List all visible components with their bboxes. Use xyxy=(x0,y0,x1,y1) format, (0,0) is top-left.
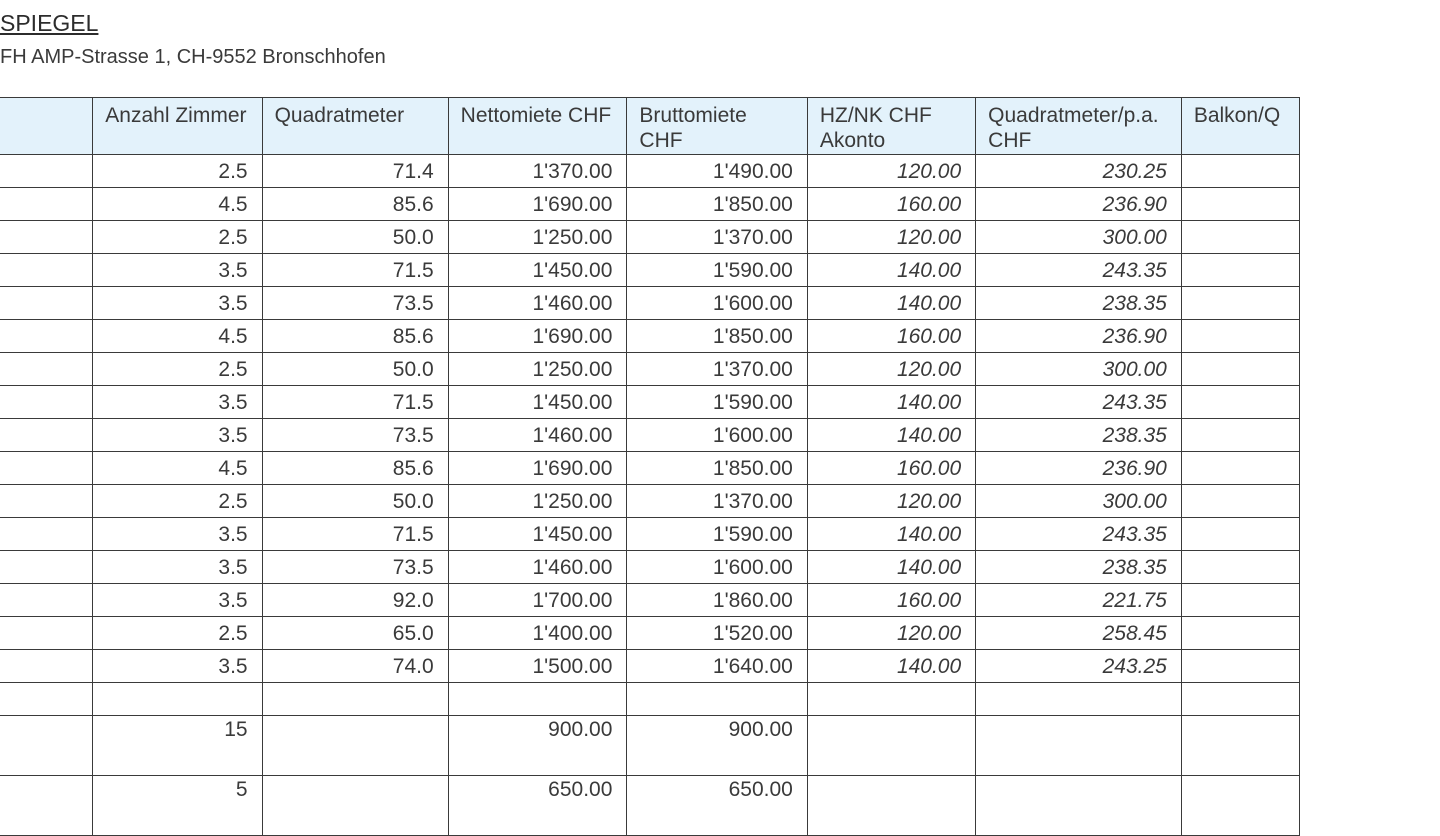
cell-balcony xyxy=(1181,353,1299,386)
cell-area-rate: 236.90 xyxy=(976,452,1182,485)
cell-gross-rent: 1'850.00 xyxy=(627,188,807,221)
cell-rooms: 3.5 xyxy=(93,551,262,584)
table-row xyxy=(0,551,1300,584)
cell-nk-akonto: 140.00 xyxy=(807,254,975,287)
cell-net-rent: 1'450.00 xyxy=(448,254,627,287)
cell-area-rate: 238.35 xyxy=(976,551,1182,584)
cell-balcony xyxy=(1181,320,1299,353)
cell-nk-akonto: 120.00 xyxy=(807,155,975,188)
rent-table xyxy=(0,97,1300,836)
cell-gross-rent: 1'640.00 xyxy=(627,650,807,683)
document-subtitle: FH AMP-Strasse 1, CH-9552 Bronschhofen xyxy=(0,46,386,68)
cell-gross-rent: 1'590.00 xyxy=(627,518,807,551)
extra-row xyxy=(0,716,1300,776)
cell-gross-rent: 1'590.00 xyxy=(627,386,807,419)
cell-area: 50.0 xyxy=(262,221,448,254)
table-row xyxy=(0,518,1300,551)
cell-floor xyxy=(0,452,93,485)
cell-gross-rent: 1'600.00 xyxy=(627,287,807,320)
cell-rooms: 3.5 xyxy=(93,419,262,452)
header-net-rent: Nettomiete CHF xyxy=(448,98,627,155)
cell-area-rate: 238.35 xyxy=(976,287,1182,320)
cell-rooms: 3.5 xyxy=(93,254,262,287)
cell-area: 71.5 xyxy=(262,254,448,287)
cell-balcony xyxy=(1181,254,1299,287)
cell-net-rent: 1'400.00 xyxy=(448,617,627,650)
table-body xyxy=(0,155,1300,836)
cell-nk-akonto: 160.00 xyxy=(807,584,975,617)
cell-nk-akonto: 140.00 xyxy=(807,419,975,452)
cell-area-rate xyxy=(976,716,1182,776)
cell-rooms xyxy=(93,683,262,716)
cell-net-rent: 1'450.00 xyxy=(448,386,627,419)
cell-area: 85.6 xyxy=(262,320,448,353)
cell-rooms: 4.5 xyxy=(93,320,262,353)
table-row xyxy=(0,188,1300,221)
cell-net-rent: 1'690.00 xyxy=(448,320,627,353)
cell-rooms: 3.5 xyxy=(93,518,262,551)
cell-rooms: 2.5 xyxy=(93,617,262,650)
cell-net-rent: 900.00 xyxy=(448,716,627,776)
cell-gross-rent xyxy=(627,683,807,716)
cell-rooms: 3.5 xyxy=(93,287,262,320)
table-row xyxy=(0,221,1300,254)
cell-gross-rent: 900.00 xyxy=(627,716,807,776)
cell-nk-akonto: 160.00 xyxy=(807,188,975,221)
cell-area-rate xyxy=(976,683,1182,716)
cell-nk-akonto: 140.00 xyxy=(807,518,975,551)
cell-area-rate: 243.35 xyxy=(976,254,1182,287)
cell-gross-rent: 1'850.00 xyxy=(627,320,807,353)
table-row xyxy=(0,485,1300,518)
cell-rooms: 15 xyxy=(93,716,262,776)
cell-nk-akonto: 140.00 xyxy=(807,551,975,584)
table-row xyxy=(0,584,1300,617)
cell-area: 73.5 xyxy=(262,551,448,584)
cell-balcony xyxy=(1181,776,1299,836)
cell-area: 85.6 xyxy=(262,452,448,485)
header-area-rate: Quadratmeter/p.a. CHF xyxy=(976,98,1182,155)
cell-nk-akonto xyxy=(807,716,975,776)
table-row xyxy=(0,353,1300,386)
cell-balcony xyxy=(1181,188,1299,221)
cell-floor xyxy=(0,254,93,287)
cell-rooms: 3.5 xyxy=(93,584,262,617)
cell-gross-rent: 1'600.00 xyxy=(627,551,807,584)
cell-rooms: 2.5 xyxy=(93,353,262,386)
header-nk-akonto: HZ/NK CHF Akonto xyxy=(807,98,975,155)
cell-net-rent: 1'450.00 xyxy=(448,518,627,551)
cell-nk-akonto: 140.00 xyxy=(807,287,975,320)
cell-balcony xyxy=(1181,452,1299,485)
table-row xyxy=(0,287,1300,320)
cell-area: 50.0 xyxy=(262,485,448,518)
cell-rooms: 2.5 xyxy=(93,485,262,518)
cell-gross-rent: 1'490.00 xyxy=(627,155,807,188)
cell-area-rate: 230.25 xyxy=(976,155,1182,188)
cell-area-rate: 243.35 xyxy=(976,518,1182,551)
cell-floor xyxy=(0,650,93,683)
cell-area-rate: 258.45 xyxy=(976,617,1182,650)
cell-net-rent xyxy=(448,683,627,716)
cell-floor xyxy=(0,419,93,452)
cell-balcony xyxy=(1181,551,1299,584)
cell-area-rate: 300.00 xyxy=(976,353,1182,386)
cell-net-rent: 1'250.00 xyxy=(448,485,627,518)
cell-balcony xyxy=(1181,485,1299,518)
cell-gross-rent: 1'520.00 xyxy=(627,617,807,650)
cell-floor xyxy=(0,386,93,419)
cell-area-rate: 236.90 xyxy=(976,320,1182,353)
cell-area: 71.5 xyxy=(262,518,448,551)
cell-rooms: 4.5 xyxy=(93,188,262,221)
cell-floor xyxy=(0,776,93,836)
table-row xyxy=(0,155,1300,188)
table-row xyxy=(0,617,1300,650)
cell-floor xyxy=(0,551,93,584)
cell-area xyxy=(262,716,448,776)
cell-nk-akonto: 160.00 xyxy=(807,320,975,353)
cell-floor xyxy=(0,716,93,776)
cell-floor xyxy=(0,221,93,254)
cell-net-rent: 1'690.00 xyxy=(448,188,627,221)
cell-rooms: 3.5 xyxy=(93,386,262,419)
table-row xyxy=(0,386,1300,419)
cell-balcony xyxy=(1181,617,1299,650)
cell-net-rent: 1'460.00 xyxy=(448,419,627,452)
cell-balcony xyxy=(1181,584,1299,617)
cell-floor xyxy=(0,287,93,320)
cell-gross-rent: 1'370.00 xyxy=(627,353,807,386)
cell-area xyxy=(262,683,448,716)
cell-area: 50.0 xyxy=(262,353,448,386)
header-floor xyxy=(0,98,93,155)
table-header xyxy=(0,98,1300,155)
header-area: Quadratmeter xyxy=(262,98,448,155)
cell-floor xyxy=(0,485,93,518)
cell-gross-rent: 1'860.00 xyxy=(627,584,807,617)
cell-nk-akonto: 120.00 xyxy=(807,485,975,518)
cell-rooms: 4.5 xyxy=(93,452,262,485)
cell-balcony xyxy=(1181,419,1299,452)
cell-area: 73.5 xyxy=(262,287,448,320)
cell-gross-rent: 1'370.00 xyxy=(627,485,807,518)
cell-floor xyxy=(0,320,93,353)
cell-rooms: 2.5 xyxy=(93,221,262,254)
cell-net-rent: 1'250.00 xyxy=(448,353,627,386)
cell-balcony xyxy=(1181,650,1299,683)
cell-gross-rent: 650.00 xyxy=(627,776,807,836)
cell-area-rate xyxy=(976,776,1182,836)
cell-nk-akonto: 160.00 xyxy=(807,452,975,485)
cell-balcony xyxy=(1181,155,1299,188)
cell-net-rent: 1'460.00 xyxy=(448,287,627,320)
cell-nk-akonto xyxy=(807,776,975,836)
cell-area: 73.5 xyxy=(262,419,448,452)
cell-area: 65.0 xyxy=(262,617,448,650)
header-gross-rent: Bruttomiete CHF xyxy=(627,98,807,155)
cell-balcony xyxy=(1181,287,1299,320)
cell-net-rent: 1'250.00 xyxy=(448,221,627,254)
cell-balcony xyxy=(1181,518,1299,551)
cell-nk-akonto xyxy=(807,683,975,716)
cell-balcony xyxy=(1181,683,1299,716)
cell-area xyxy=(262,776,448,836)
cell-floor xyxy=(0,353,93,386)
cell-area: 71.4 xyxy=(262,155,448,188)
cell-net-rent: 650.00 xyxy=(448,776,627,836)
document-title: SPIEGEL xyxy=(0,10,99,36)
cell-area: 71.5 xyxy=(262,386,448,419)
cell-net-rent: 1'370.00 xyxy=(448,155,627,188)
cell-gross-rent: 1'850.00 xyxy=(627,452,807,485)
cell-area: 92.0 xyxy=(262,584,448,617)
cell-area-rate: 243.35 xyxy=(976,386,1182,419)
table-row xyxy=(0,320,1300,353)
cell-area: 74.0 xyxy=(262,650,448,683)
table-row xyxy=(0,419,1300,452)
cell-rooms: 5 xyxy=(93,776,262,836)
header-row xyxy=(0,98,1300,155)
cell-balcony xyxy=(1181,221,1299,254)
cell-gross-rent: 1'370.00 xyxy=(627,221,807,254)
cell-floor xyxy=(0,155,93,188)
cell-net-rent: 1'500.00 xyxy=(448,650,627,683)
cell-floor xyxy=(0,683,93,716)
cell-area-rate: 236.90 xyxy=(976,188,1182,221)
cell-nk-akonto: 120.00 xyxy=(807,353,975,386)
cell-floor xyxy=(0,617,93,650)
cell-rooms: 3.5 xyxy=(93,650,262,683)
cell-gross-rent: 1'600.00 xyxy=(627,419,807,452)
cell-area: 85.6 xyxy=(262,188,448,221)
cell-balcony xyxy=(1181,716,1299,776)
cell-nk-akonto: 120.00 xyxy=(807,617,975,650)
empty-row xyxy=(0,683,1300,716)
table-row xyxy=(0,254,1300,287)
cell-balcony xyxy=(1181,386,1299,419)
cell-floor xyxy=(0,518,93,551)
table-row xyxy=(0,650,1300,683)
cell-area-rate: 238.35 xyxy=(976,419,1182,452)
header-balcony: Balkon/Q xyxy=(1181,98,1299,155)
cell-floor xyxy=(0,584,93,617)
cell-area-rate: 221.75 xyxy=(976,584,1182,617)
cell-nk-akonto: 140.00 xyxy=(807,650,975,683)
table-row xyxy=(0,452,1300,485)
cell-area-rate: 300.00 xyxy=(976,221,1182,254)
cell-area-rate: 243.25 xyxy=(976,650,1182,683)
cell-rooms: 2.5 xyxy=(93,155,262,188)
cell-nk-akonto: 140.00 xyxy=(807,386,975,419)
cell-net-rent: 1'690.00 xyxy=(448,452,627,485)
cell-area-rate: 300.00 xyxy=(976,485,1182,518)
cell-net-rent: 1'460.00 xyxy=(448,551,627,584)
cell-net-rent: 1'700.00 xyxy=(448,584,627,617)
cell-floor xyxy=(0,188,93,221)
cell-nk-akonto: 120.00 xyxy=(807,221,975,254)
cell-gross-rent: 1'590.00 xyxy=(627,254,807,287)
header-rooms: Anzahl Zimmer xyxy=(93,98,262,155)
extra-row xyxy=(0,776,1300,836)
